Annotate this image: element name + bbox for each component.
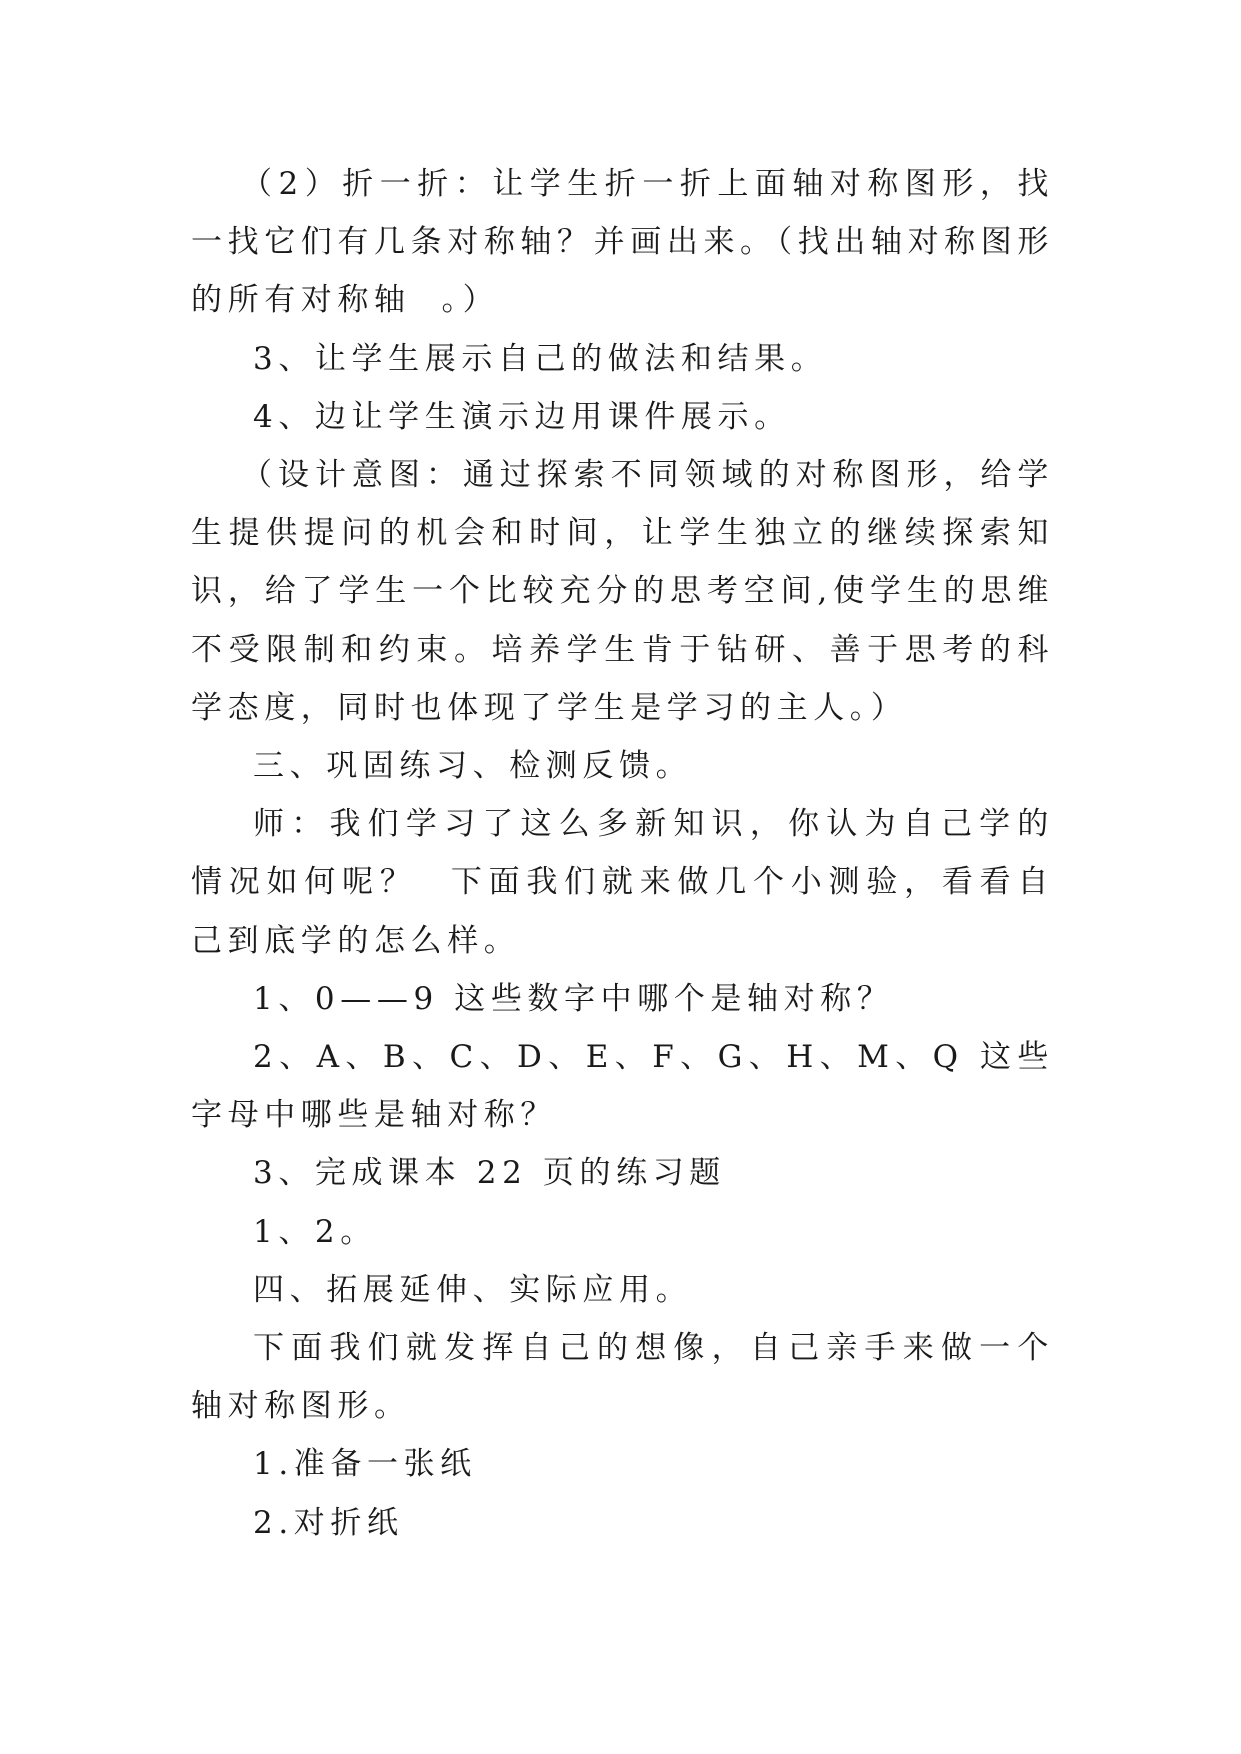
exercise-item-2: 2、A、B、C、D、E、F、G、H、M、Q 这些字母中哪些是轴对称？ — [191, 1039, 1054, 1134]
paragraph-step-3: 3、让学生展示自己的做法和结果。 — [253, 340, 828, 377]
step-prepare-paper: 1.准备一张纸 — [253, 1446, 477, 1483]
exercise-item-1: 1、0——9 这些数字中哪个是轴对称？ — [253, 980, 894, 1017]
paragraph-teacher-question: 师：我们学习了这么多新知识，你认为自己学的情况如何呢？ 下面我们就来做几个小测验，看看自己到底学的怎么样。 — [191, 806, 1054, 959]
paragraph-fold-activity: （2）折一折：让学生折一折上面轴对称图形，找一找它们有几条对称轴？并画出来。（找出轴对称图形的所有对称轴 。） — [191, 166, 1054, 319]
exercise-item-3: 3、完成课本 22 页的练习题 — [253, 1155, 726, 1192]
step-fold-paper: 2.对折纸 — [253, 1504, 404, 1541]
exercise-item-3-numbers: 1、2。 — [253, 1213, 377, 1250]
section-heading-extension: 四、拓展延伸、实际应用。 — [253, 1271, 693, 1308]
document-body — [191, 155, 1054, 1552]
paragraph-design-intent: （设计意图：通过探索不同领域的对称图形，给学生提供提问的机会和时间，让学生独立的继续探索知识，给了学生一个比较充分的思考空间,使学生的思维不受限制和约束。培养学生肯于钻研、善于思考的科学态度，同时也体现了学生是学习的主人。） — [191, 457, 1054, 726]
paragraph-step-4: 4、边让学生演示边用课件展示。 — [253, 398, 791, 435]
paragraph-extension-intro: 下面我们就发挥自己的想像，自己亲手来做一个轴对称图形。 — [191, 1330, 1054, 1425]
section-heading-practice: 三、巩固练习、检测反馈。 — [253, 748, 693, 785]
